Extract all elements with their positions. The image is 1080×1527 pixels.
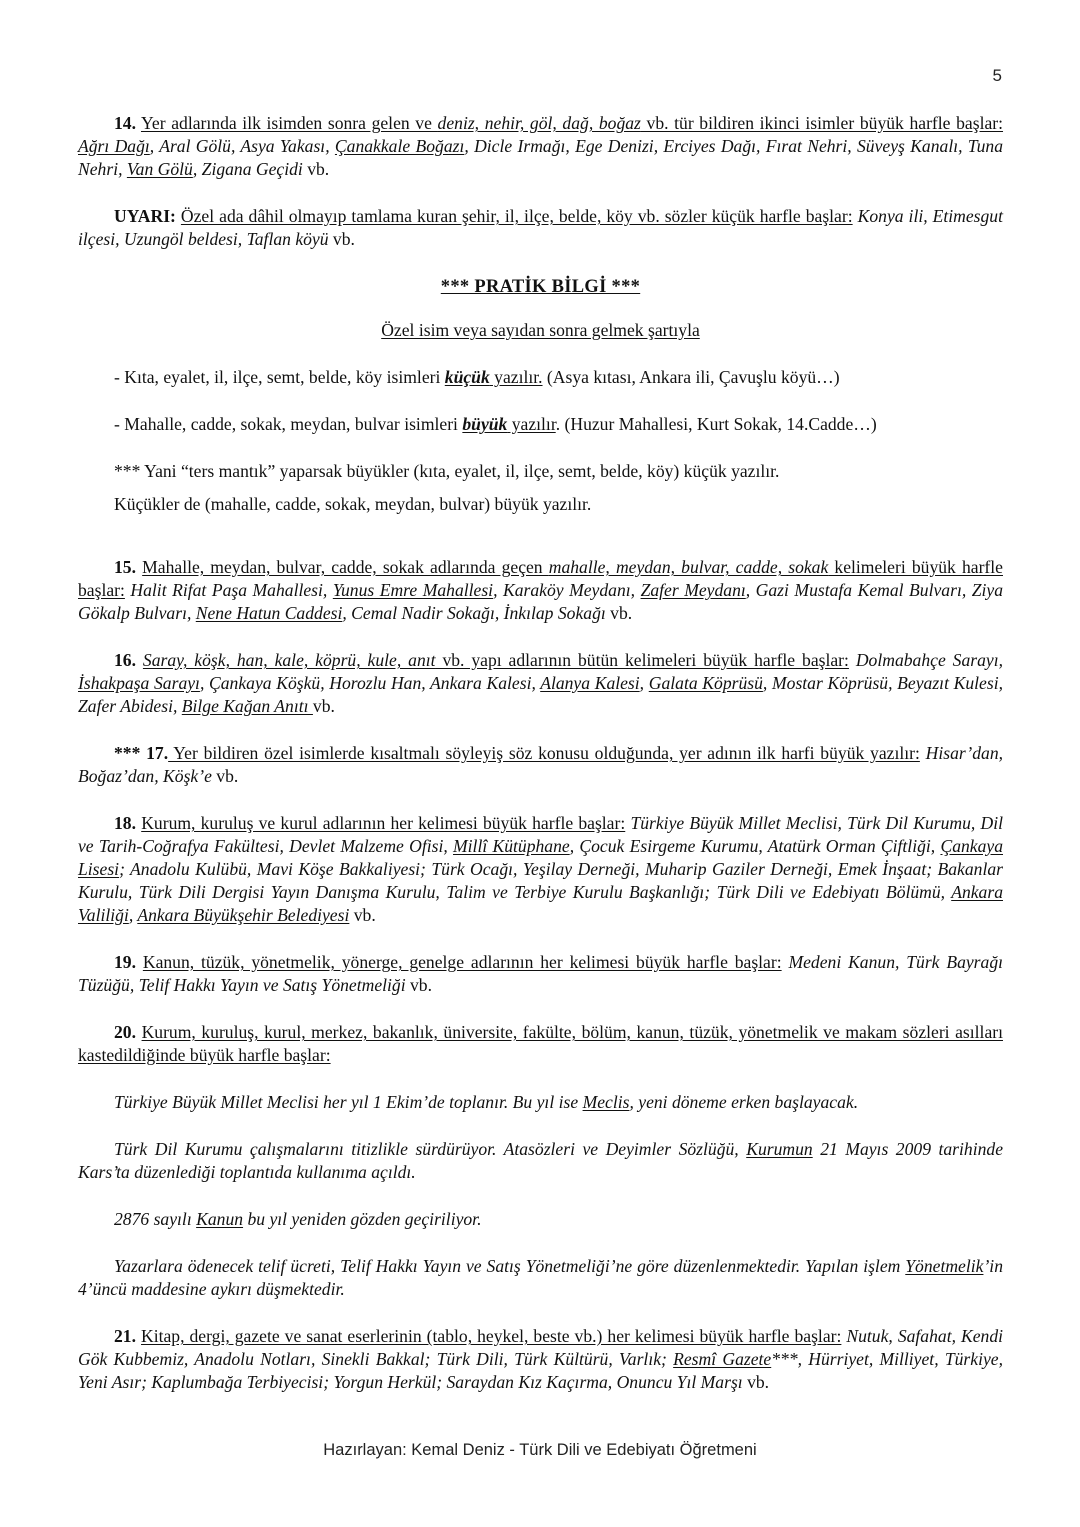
rule-20-example-3: 2876 sayılı Kanun bu yıl yeniden gözden geçiriliyor. <box>114 1209 482 1229</box>
rule-number: 20. <box>114 1022 136 1042</box>
rule-number: 14. <box>114 113 136 133</box>
rule-number: 16. <box>114 650 136 670</box>
rule-statement: Yer bildiren özel isimlerde kısaltmalı söyleyiş söz konusu olduğunda, yer adının ilk harfi büyük yazılır: <box>168 743 920 763</box>
rule-examples: Ağrı Dağı, Aral Gölü, Asya Yakası, Çanakkale Boğazı, Dicle Irmağı, Ege Denizi, Erciyes Dağı, Fırat Nehri, Süveyş Kanalı, Tuna Nehri, Van Gölü, Zigana Geçidi <box>78 136 1004 179</box>
rule-20-example-4: Yazarlara ödenecek telif ücreti, Telif Hakkı Yayın ve Satış Yönetmeliği’ne göre düzenlenmektedir. Yapılan işlem Yönetmelik’in 4’üncü maddesine aykırı düşmektedir. <box>78 1256 1003 1299</box>
rule-examples: Hisar’dan, Boğaz’dan, Köşk’e <box>78 743 1004 786</box>
rule-number: 17. <box>140 743 169 763</box>
rule-statement: Kanun, tüzük, yönetmelik, yönerge, genelge adlarının her kelimesi büyük harfle başlar: <box>142 952 782 972</box>
rule-21: 21. Kitap, dergi, gazete ve sanat eserlerinin (tablo, heykel, beste vb.) her kelimesi büyük harfle başlar: Nutuk, Safahat, Kendi Gök Kubbemiz, Anadolu Notları, Sinekli Bakkal; Türk Dili, Türk Kültürü, Varlık; Resmî Gazete***, Hürriyet, Milliyet, Türkiye, Yeni Asır; Kaplumbağa Terbiyecisi; Yorgun Herkül; Saraydan Kız Kaçırma, Onuncu Yıl Marşı vb. <box>78 1326 1004 1392</box>
rule-15: 15. Mahalle, meydan, bulvar, cadde, sokak adlarında geçen mahalle, meydan, bulvar, cadde, sokak kelimeleri büyük harfle başlar: Halit Rifat Paşa Mahallesi, Yunus Emre Mahallesi, Karaköy Meydanı, Zafer Meydanı, Gazi Mustafa Kemal Bulvarı, Ziya Gökalp Bulvarı, Nene Hatun Caddesi, Cemal Nadir Sokağı, İnkılap Sokağı vb. <box>78 557 1004 623</box>
rule-number: 15. <box>114 557 136 577</box>
warning-label: UYARI: <box>114 206 176 226</box>
rule-number: 21. <box>114 1326 136 1346</box>
rule-16: 16. Saray, köşk, han, kale, köprü, kule, anıt vb. yapı adlarının bütün kelimeleri büyük harfle başlar: Dolmabahçe Sarayı, İshakpaşa Sarayı, Çankaya Köşkü, Horozlu Han, Ankara Kalesi, Alanya Kalesi, Galata Köprüsü, Mostar Köprüsü, Beyazıt Kulesi, Zafer Abidesi, Bilge Kağan Anıtı vb. <box>78 650 1003 716</box>
rule-statement: Saray, köşk, han, kale, köprü, kule, anıt vb. yapı adlarının bütün kelimeleri büyük harfle başlar: <box>142 650 849 670</box>
rule-statement: Kurum, kuruluş, kurul, merkez, bakanlık, üniversite, fakülte, bölüm, kanun, tüzük, yönetmelik ve makam sözleri asılları kastedildiğinde büyük harfle başlar: <box>78 1022 1003 1065</box>
rule-statement: Kitap, dergi, gazete ve sanat eserlerinin (tablo, heykel, beste vb.) her kelimesi büyük harfle başlar: <box>141 1326 842 1346</box>
warning-statement: Özel ada dâhil olmayıp tamlama kuran şehir, il, ilçe, belde, köy vb. sözler küçük harfle başlar: <box>180 206 853 226</box>
practical-line-3: *** Yani “ters mantık” yaparsak büyükler (kıta, eyalet, il, ilçe, semt, belde, köy) küçük yazılır. <box>114 461 780 481</box>
rule-20 <box>78 1021 1003 1067</box>
rule-examples: Halit Rifat Paşa Mahallesi, Yunus Emre Mahallesi, Karaköy Meydanı, Zafer Meydanı, Gazi Mustafa Kemal Bulvarı, Ziya Gökalp Bulvarı, Nene Hatun Caddesi, Cemal Nadir Sokağı, İnkılap Sokağı <box>78 580 1004 623</box>
document-body <box>78 112 1003 1418</box>
rule-examples: Türkiye Büyük Millet Meclisi, Türk Dil Kurumu, Dil ve Tarih-Coğrafya Fakültesi, Devlet Malzeme Ofisi, Millî Kütüphane, Çocuk Esirgeme Kurumu, Atatürk Orman Çiftliği, Çankaya Lisesi; Anadolu Kulübü, Mavi Köşe Bakkaliyesi; Türk Ocağı, Yeşilay Derneği, Muharip Gaziler Derneği, Emek İnşaat; Bakanlar Kurulu, Türk Dili Dergisi Yayın Danışma Kurulu, Talim ve Terbiye Kurulu Başkanlığı; Türk Dili ve Edebiyatı Bölümü, Ankara Valiliği, Ankara Büyükşehir Belediyesi <box>78 813 1003 925</box>
practical-line-2: - Mahalle, cadde, sokak, meydan, bulvar isimleri büyük yazılır. (Huzur Mahallesi, Kurt Sokak, 14.Cadde…) <box>114 414 877 434</box>
page-number: 5 <box>992 66 1002 85</box>
warning-examples: Konya ili, Etimesgut ilçesi, Uzungöl beldesi, Taflan köyü <box>78 206 1003 249</box>
rule-number: 19. <box>114 952 136 972</box>
rule-14: 14. Yer adlarında ilk isimden sonra gelen ve deniz, nehir, göl, dağ, boğaz vb. tür bildiren ikinci isimler büyük harfle başlar: Ağrı Dağı, Aral Gölü, Asya Yakası, Çanakkale Boğazı, Dicle Irmağı, Ege Denizi, Erciyes Dağı, Fırat Nehri, Süveyş Kanalı, Tuna Nehri, Van Gölü, Zigana Geçidi vb. <box>78 113 1004 179</box>
rule-19: 19. Kanun, tüzük, yönetmelik, yönerge, genelge adlarının her kelimesi büyük harfle başlar: Medeni Kanun, Türk Bayrağı Tüzüğü, Telif Hakkı Yayın ve Satış Yönetmeliği vb. <box>78 952 1004 995</box>
rule-statement: Kurum, kuruluş ve kurul adlarının her kelimesi büyük harfle başlar: <box>141 813 626 833</box>
rule-statement: Mahalle, meydan, bulvar, cadde, sokak adlarında geçen mahalle, meydan, bulvar, cadde, sokak kelimeleri büyük harfle başlar: <box>78 557 1003 600</box>
rule-20-example-2: Türk Dil Kurumu çalışmalarını titizlikle sürdürüyor. Atasözleri ve Deyimler Sözlüğü, Kurumun 21 Mayıs 2009 tarihinde Kars’ta düzenlediği toplantıda kullanıma açıldı. <box>78 1139 1003 1182</box>
rule-20-example-1: Türkiye Büyük Millet Meclisi her yıl 1 Ekim’de toplanır. Bu yıl ise Meclis, yeni döneme erken başlayacak. <box>114 1092 859 1112</box>
rule-18: 18. Kurum, kuruluş ve kurul adlarının her kelimesi büyük harfle başlar: Türkiye Büyük Millet Meclisi, Türk Dil Kurumu, Dil ve Tarih-Coğrafya Fakültesi, Devlet Malzeme Ofisi, Millî Kütüphane, Çocuk Esirgeme Kurumu, Atatürk Orman Çiftliği, Çankaya Lisesi; Anadolu Kulübü, Mavi Köşe Bakkaliyesi; Türk Ocağı, Yeşilay Derneği, Muharip Gaziler Derneği, Emek İnşaat; Bakanlar Kurulu, Türk Dili Dergisi Yayın Danışma Kurulu, Talim ve Terbiye Kurulu Başkanlığı; Türk Dili ve Edebiyatı Bölümü, Ankara Valiliği, Ankara Büyükşehir Belediyesi vb. <box>78 813 1003 925</box>
practical-line-1: - Kıta, eyalet, il, ilçe, semt, belde, köy isimleri küçük yazılır. (Asya kıtası, Ankara ili, Çavuşlu köyü…) <box>114 367 840 387</box>
practical-info-subtitle: Özel isim veya sayıdan sonra gelmek şartıyla <box>381 320 700 340</box>
rule-statement: Yer adlarında ilk isimden sonra gelen ve deniz, nehir, göl, dağ, boğaz vb. tür bildiren ikinci isimler büyük harfle başlar: <box>140 113 1004 133</box>
rule-number: 18. <box>114 813 136 833</box>
rule-17: *** 17. Yer bildiren özel isimlerde kısaltmalı söyleyiş söz konusu olduğunda, yer adının ilk harfi büyük yazılır: Hisar’dan, Boğaz’dan, Köşk’e vb. <box>78 743 1004 786</box>
rule-stars: *** <box>114 743 141 763</box>
practical-info-title: *** PRATİK BİLGİ *** <box>440 277 641 297</box>
rule-examples: Medeni Kanun, Türk Bayrağı Tüzüğü, Telif Hakkı Yayın ve Satış Yönetmeliği <box>78 952 1004 995</box>
rule-examples: Nutuk, Safahat, Kendi Gök Kubbemiz, Anadolu Notları, Sinekli Bakkal; Türk Dili, Türk Kültürü, Varlık; Resmî Gazete***, Hürriyet, Milliyet, Türkiye, Yeni Asır; Kaplumbağa Terbiyecisi; Yorgun Herkül; Saraydan Kız Kaçırma, Onuncu Yıl Marşı <box>78 1326 1004 1392</box>
warning-note: UYARI: Özel ada dâhil olmayıp tamlama kuran şehir, il, ilçe, belde, köy vb. sözler küçük harfle başlar: Konya ili, Etimesgut ilçesi, Uzungöl beldesi, Taflan köyü vb. <box>78 206 1003 249</box>
practical-line-4: Küçükler de (mahalle, cadde, sokak, meydan, bulvar) büyük yazılır. <box>114 494 592 514</box>
rule-examples: Dolmabahçe Sarayı, İshakpaşa Sarayı, Çankaya Köşkü, Horozlu Han, Ankara Kalesi, Alanya Kalesi, Galata Köprüsü, Mostar Köprüsü, Beyazıt Kulesi, Zafer Abidesi, Bilge Kağan Anıtı <box>78 650 1003 716</box>
page-footer: Hazırlayan: Kemal Deniz - Türk Dili ve Edebiyatı Öğretmeni <box>323 1441 757 1459</box>
